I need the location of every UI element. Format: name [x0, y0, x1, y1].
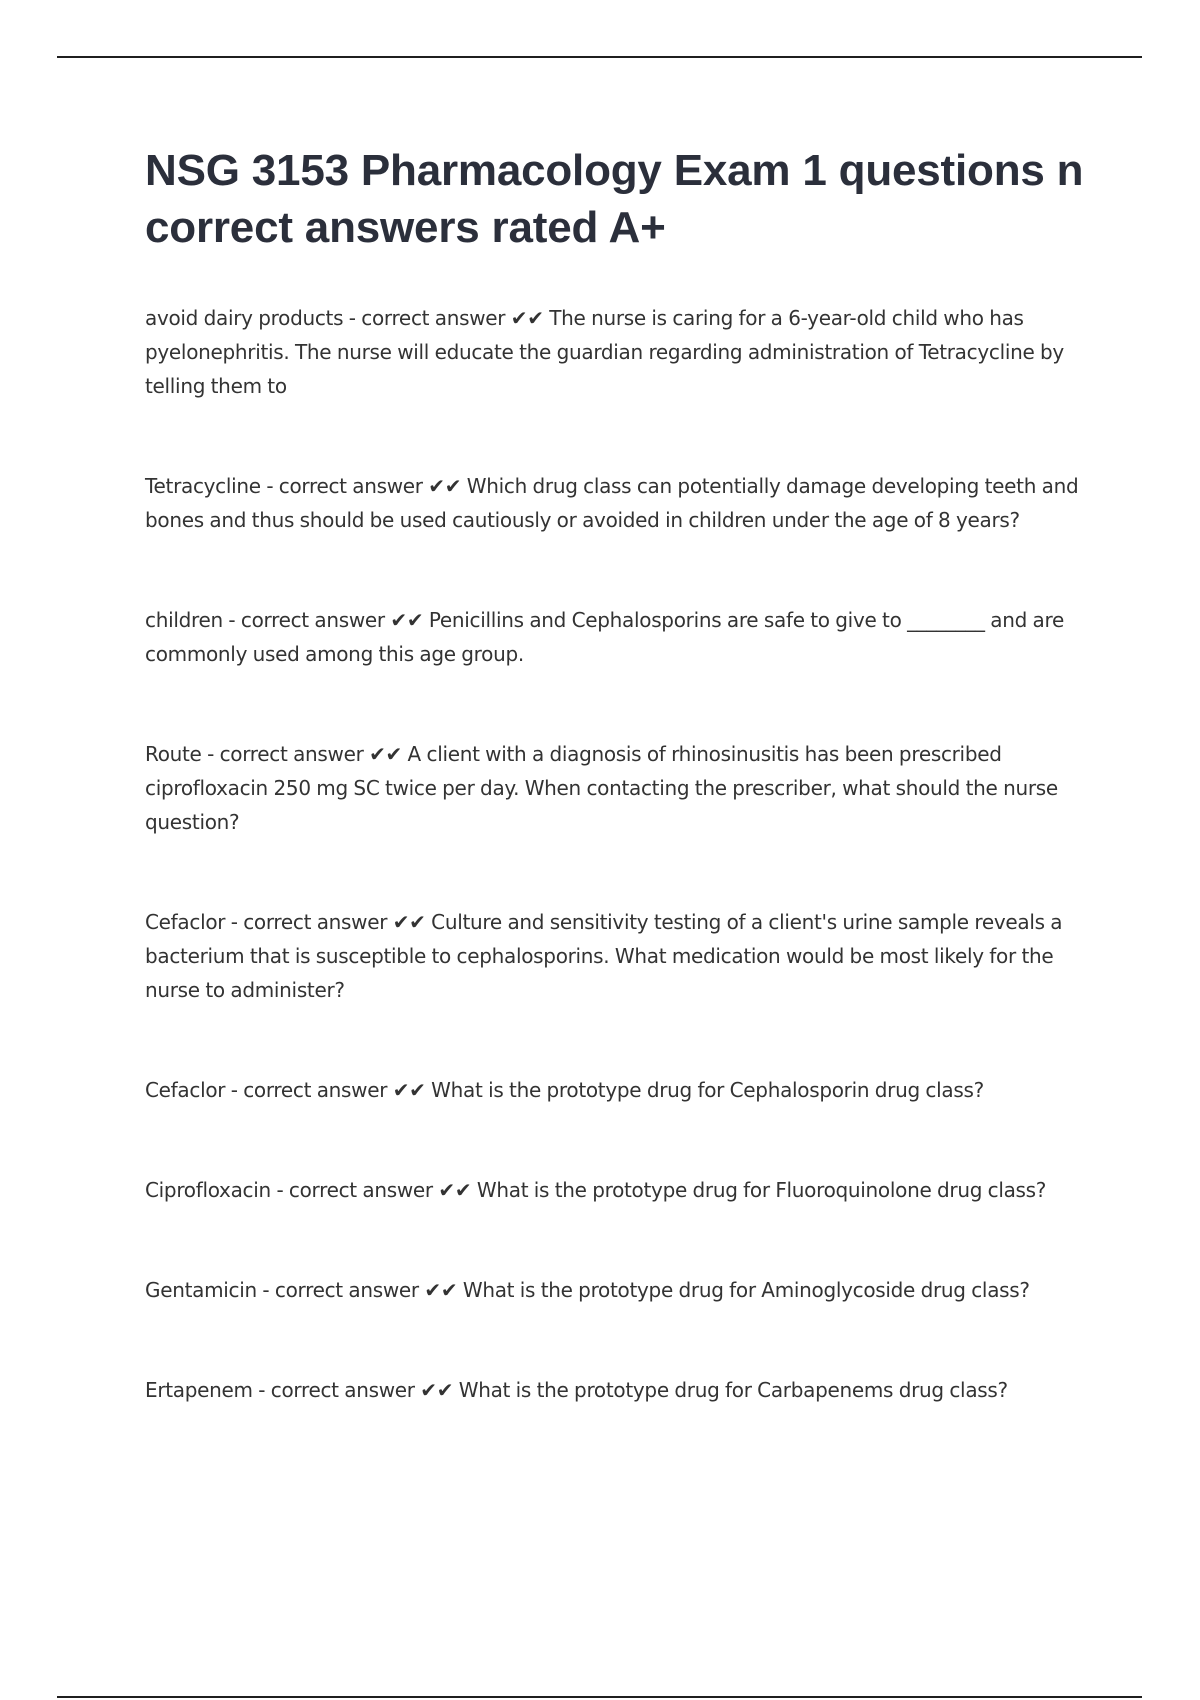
double-check-icon: ✔✔ [424, 1278, 458, 1302]
qa-marker: - correct answer [225, 1078, 393, 1102]
qa-question: The nurse is caring for a 6-year-old child who has pyelonephritis. The nurse will educate the guardian regarding administration of Tetracycline by telling them to [145, 306, 1064, 398]
qa-question: What is the prototype drug for Carbapenems drug class? [453, 1378, 1008, 1402]
double-check-icon: ✔✔ [438, 1178, 472, 1202]
double-check-icon: ✔✔ [390, 608, 424, 632]
qa-question: What is the prototype drug for Fluoroquinolone drug class? [471, 1178, 1047, 1202]
qa-list [145, 301, 1095, 1407]
qa-item [145, 905, 1095, 1007]
qa-answer: avoid dairy products [145, 306, 344, 330]
qa-marker: - correct answer [201, 742, 370, 766]
qa-marker: - correct answer [260, 474, 429, 498]
double-check-icon: ✔✔ [420, 1378, 454, 1402]
qa-marker: - correct answer [252, 1378, 421, 1402]
qa-question: What is the prototype drug for Cephalosporin drug class? [425, 1078, 984, 1102]
qa-item [145, 1273, 1095, 1307]
qa-question: Penicillins and Cephalosporins are safe to give to ________ and are commonly used among this age group. [145, 608, 1064, 666]
qa-item [145, 1373, 1095, 1407]
qa-answer: Ertapenem [145, 1378, 253, 1402]
double-check-icon: ✔✔ [428, 474, 462, 498]
top-divider [57, 56, 1142, 58]
document-body [145, 142, 1095, 1407]
bottom-divider [57, 1696, 1142, 1698]
qa-item [145, 737, 1095, 839]
qa-marker: - correct answer [222, 608, 391, 632]
qa-marker: - correct answer [270, 1178, 439, 1202]
qa-answer: Cefaclor [145, 910, 226, 934]
qa-question: Which drug class can potentially damage developing teeth and bones and thus should be used cautiously or avoided in children under the age of 8 years? [145, 474, 1079, 532]
qa-item [145, 301, 1095, 403]
qa-answer: Route [145, 742, 202, 766]
double-check-icon: ✔✔ [369, 742, 402, 766]
qa-question: Culture and sensitivity testing of a client's urine sample reveals a bacterium that is susceptible to cephalosporins. What medication would be most likely for the nurse to administer? [145, 910, 1063, 1002]
qa-answer: Cefaclor [145, 1078, 226, 1102]
double-check-icon: ✔✔ [510, 306, 544, 330]
qa-question: What is the prototype drug for Aminoglycoside drug class? [457, 1278, 1030, 1302]
qa-item [145, 1073, 1095, 1107]
qa-answer: Gentamicin [145, 1278, 257, 1302]
qa-answer: Tetracycline [145, 474, 261, 498]
qa-answer: children [145, 608, 223, 632]
qa-question: A client with a diagnosis of rhinosinusitis has been prescribed ciprofloxacin 250 mg SC twice per day. When contacting the prescriber, what should the nurse question? [145, 742, 1058, 834]
double-check-icon: ✔✔ [392, 910, 426, 934]
qa-marker: - correct answer [343, 306, 511, 330]
qa-marker: - correct answer [225, 910, 393, 934]
document-title: NSG 3153 Pharmacology Exam 1 questions n correct answers rated A+ [145, 146, 1084, 252]
double-check-icon: ✔✔ [392, 1078, 426, 1102]
qa-item [145, 603, 1095, 671]
qa-answer: Ciprofloxacin [145, 1178, 271, 1202]
qa-item [145, 1173, 1095, 1207]
qa-item [145, 469, 1095, 537]
qa-marker: - correct answer [256, 1278, 425, 1302]
